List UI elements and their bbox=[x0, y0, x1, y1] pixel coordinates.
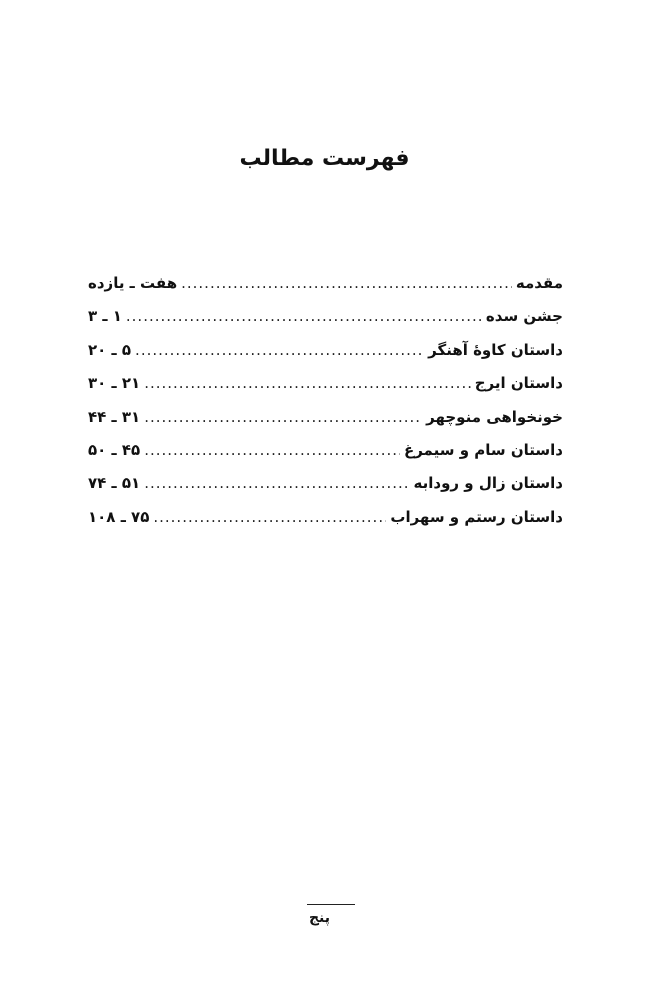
toc-entry-pages: ۷۵ ـ ۱۰۸ bbox=[88, 507, 150, 526]
toc-entry-label: مقدمه bbox=[515, 274, 563, 292]
toc-leader-dots bbox=[153, 508, 386, 526]
toc-entry-label: داستان رستم و سهراب bbox=[390, 507, 563, 526]
toc-entry-label: جشن سده bbox=[485, 307, 563, 326]
toc-entry-zal-rudabeh bbox=[88, 474, 563, 507]
toc-entry-pages: ۴۵ ـ ۵۰ bbox=[88, 440, 141, 459]
toc-leader-dots bbox=[144, 408, 422, 426]
toc-entry-label: داستان سام و سیمرغ bbox=[403, 440, 563, 459]
toc-entry-label: خونخواهی منوچهر bbox=[426, 407, 563, 426]
footer-divider bbox=[307, 904, 355, 905]
toc-entry-pages: ۵ ـ ۲۰ bbox=[88, 340, 132, 359]
table-of-contents bbox=[88, 274, 563, 541]
toc-leader-dots bbox=[181, 274, 512, 292]
toc-entry-manuchehr bbox=[88, 408, 563, 441]
page-number: پنج bbox=[308, 910, 331, 926]
toc-entry-iraj bbox=[88, 374, 563, 407]
toc-entry-label: داستان ایرج bbox=[474, 374, 563, 393]
toc-leader-dots bbox=[144, 474, 409, 492]
toc-entry-label: داستان زال و رودابه bbox=[413, 474, 563, 493]
toc-entry-introduction bbox=[88, 274, 563, 307]
toc-entry-pages: هفت ـ یازده bbox=[88, 274, 178, 292]
toc-leader-dots bbox=[126, 307, 482, 325]
toc-entry-kaveh bbox=[88, 341, 563, 374]
toc-leader-dots bbox=[135, 341, 424, 359]
toc-entry-label: داستان کاوهٔ آهنگر bbox=[428, 340, 563, 359]
toc-leader-dots bbox=[144, 441, 400, 459]
toc-entry-rostam-sohrab bbox=[88, 508, 563, 541]
toc-entry-pages: ۵۱ ـ ۷۴ bbox=[88, 474, 141, 493]
page-title: فهرست مطالب bbox=[239, 146, 410, 171]
toc-entry-pages: ۳۱ ـ ۴۴ bbox=[88, 407, 141, 426]
toc-entry-sam-simorgh bbox=[88, 441, 563, 474]
toc-entry-pages: ۲۱ ـ ۳۰ bbox=[88, 374, 141, 393]
toc-entry-jashn-sadeh bbox=[88, 307, 563, 340]
toc-leader-dots bbox=[144, 374, 471, 392]
toc-entry-pages: ۱ ـ ۳ bbox=[88, 307, 122, 326]
